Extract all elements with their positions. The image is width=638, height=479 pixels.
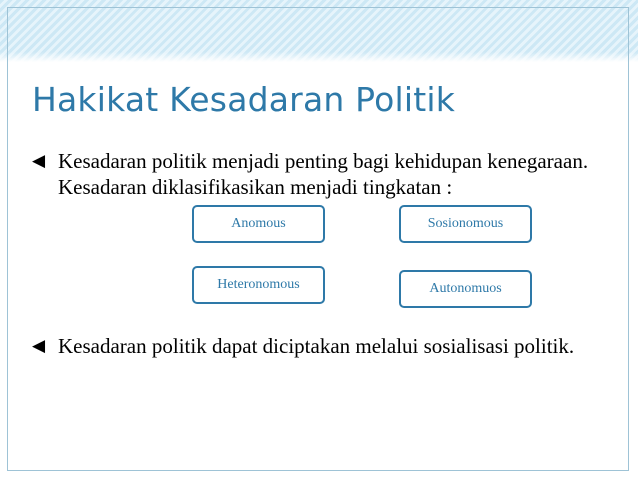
- bullet-item-socialization: [32, 333, 592, 359]
- slide-title: Hakikat Kesadaran Politik: [32, 80, 456, 119]
- bullet-item-classification: [32, 148, 592, 200]
- level-box-sosionomous: Sosionomous: [399, 205, 532, 243]
- bullet-text: Kesadaran politik dapat diciptakan melalui sosialisasi politik.: [58, 334, 575, 358]
- level-box-heteronomous: Heteronomous: [192, 266, 325, 304]
- bullet-icon: ◀: [32, 151, 46, 171]
- bullet-icon: ◀: [32, 336, 46, 356]
- level-box-autonomuos: Autonomuos: [399, 270, 532, 308]
- bullet-text: Kesadaran politik menjadi penting bagi kehidupan kenegaraan. Kesadaran diklasifikasikan menjadi tingkatan :: [58, 149, 589, 199]
- level-box-anomous: Anomous: [192, 205, 325, 243]
